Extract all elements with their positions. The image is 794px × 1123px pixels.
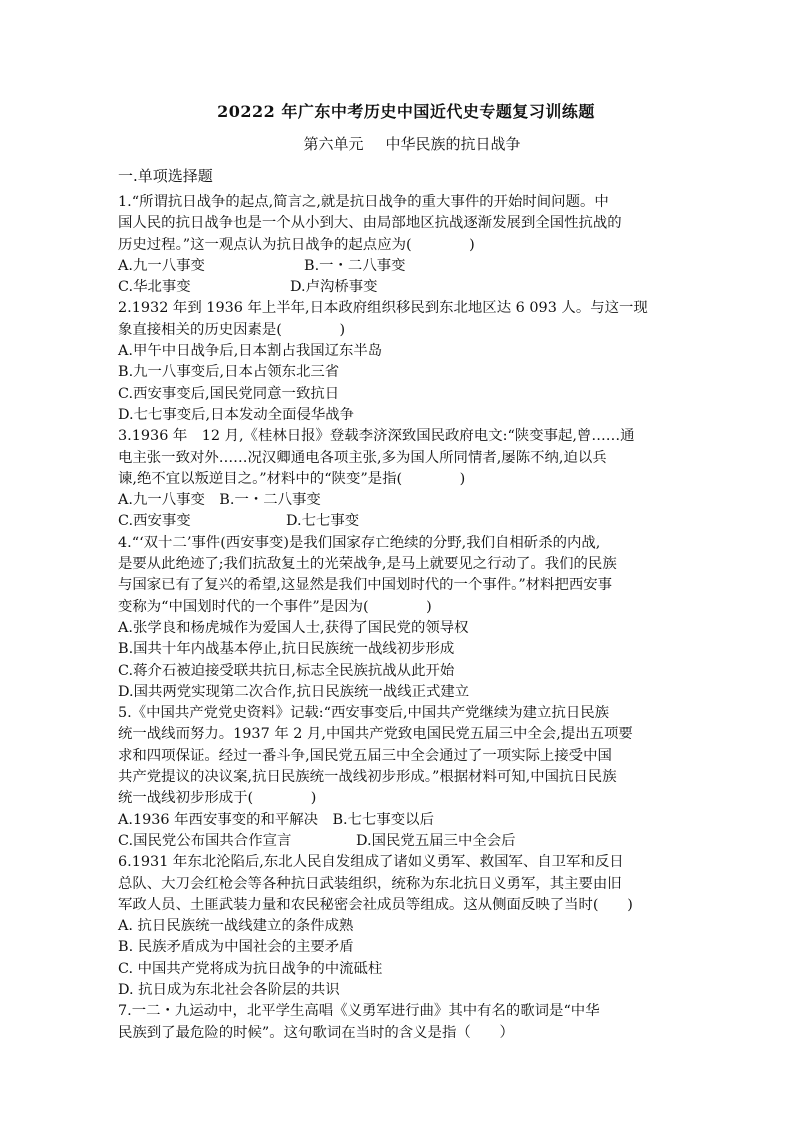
q5-stem-line-4: 共产党提议的决议案,抗日民族统一战线初步形成。”根据材料可知,中国抗日民族 <box>118 769 617 786</box>
unit-heading <box>0 133 794 154</box>
q1-options-row-1 <box>118 256 678 277</box>
q2-option-b: B.九一八事变后,日本占领东北三省 <box>118 364 340 381</box>
q2-option-d: D.七七事变后,日本发动全面侵华战争 <box>118 406 355 423</box>
section-heading: 一.单项选择题 <box>118 167 213 185</box>
q1-option-c: C.华北事变 <box>118 279 191 296</box>
q3-stem-line-3: 谏,绝不宜以叛逆目之。”材料中的“陕变”是指( ) <box>118 470 466 487</box>
q1-option-b: B.一・二八事变 <box>304 257 406 274</box>
q3-stem-line-2: 电主张一致对外……况汉卿通电各项主张,多为国人所同情者,屡陈不纳,迫以兵 <box>118 449 607 466</box>
q3-stem-line-1: 3.1936 年 12 月,《桂林日报》登载李济深致国民政府电文:“陕变事起,曾……通 <box>118 428 635 445</box>
q1-stem-line-2: 国人民的抗日战争也是一个从小到大、由局部地区抗战逐渐发展到全国性抗战的 <box>118 215 622 232</box>
q1-option-d: D.卢沟桥事变 <box>290 279 378 296</box>
q5-stem-line-3: 求和四项保证。经过一番斗争,国民党五届三中全会通过了一项实际上接受中国 <box>118 747 612 764</box>
q2-option-c: C.西安事变后,国民党同意一致抗日 <box>118 385 340 402</box>
q5-option-d: D.国民党五届三中全会后 <box>356 832 516 849</box>
q2-stem-line-1: 2.1932 年到 1936 年上半年,日本政府组织移民到东北地区达 6 093 人。与这一现 <box>118 300 648 317</box>
q5-stem-line-1: 5.《中国共产党党史资料》记载:“西安事变后,中国共产党继续为建立抗日民族 <box>118 705 610 722</box>
q4-option-d: D.国共两党实现第二次合作,抗日民族统一战线正式建立 <box>118 683 470 700</box>
q4-option-a: A.张学良和杨虎城作为爱国人士,获得了国民党的领导权 <box>118 619 469 636</box>
q6-stem-line-1: 6.1931 年东北沦陷后,东北人民自发组成了诸如义勇军、救国军、自卫军和反日 <box>118 854 624 871</box>
question-list <box>118 192 678 1044</box>
q1-stem-line-1: 1.“所谓抗日战争的起点,简言之,就是抗日战争的重大事件的开始时间问题。中 <box>118 194 609 210</box>
q5-stem-line-5: 统一战线初步形成于( ) <box>118 790 317 807</box>
q6-option-c: C. 中国共产党将成为抗日战争的中流砥柱 <box>118 960 383 977</box>
q4-stem-line-4: 变称为“中国划时代的一个事件”是因为( ) <box>118 598 432 615</box>
q1-options-row-2 <box>118 277 678 298</box>
q5-options-row-2 <box>118 831 678 852</box>
q4-stem-line-1: 4.“‘双十二’事件(西安事变)是我们国家存亡绝续的分野,我们自相斫杀的内战, <box>118 534 601 551</box>
q3-option-c: C.西安事变 <box>118 513 191 530</box>
q2-stem-line-2: 象直接相关的历史因素是( ) <box>118 321 346 338</box>
q5-stem-line-2: 统一战线而努力。1937 年 2 月,中国共产党致电国民党五届三中全会,提出五项要 <box>118 726 633 743</box>
q3-option-d: D.七七事变 <box>286 513 360 530</box>
q6-option-b: B. 民族矛盾成为中国社会的主要矛盾 <box>118 939 354 956</box>
q3-options-row-2 <box>118 511 678 532</box>
q6-option-d: D. 抗日成为东北社会各阶层的共识 <box>118 981 340 998</box>
q1-option-a: A.九一八事变 <box>118 257 205 274</box>
q5-options-row-1: A.1936 年西安事变的和平解决 B.七七事变以后 <box>118 811 434 828</box>
q7-stem-line-2: 民族到了最危险的时候”。这句歌词在当时的含义是指（ ） <box>118 1024 514 1041</box>
q6-option-a: A. 抗日民族统一战线建立的条件成熟 <box>118 918 354 935</box>
q3-options-row-1: A.九一八事变 B.一・二八事变 <box>118 492 321 509</box>
q6-stem-line-3: 军政人员、土匪武装力量和农民秘密会社成员等组成。这从侧面反映了当时( ) <box>118 896 633 913</box>
q4-stem-line-2: 是要从此绝迹了;我们抗敌复土的光荣战争,是马上就要见之行动了。我们的民族 <box>118 556 617 573</box>
q1-stem-line-3: 历史过程。”这一观点认为抗日战争的起点应为( ) <box>118 236 475 253</box>
q2-option-a: A.甲午中日战争后,日本割占我国辽东半岛 <box>118 343 383 360</box>
unit-topic: 中华民族的抗日战争 <box>385 135 521 153</box>
q6-stem-line-2: 总队、大刀会红枪会等各种抗日武装组织，统称为东北抗日义勇军，其主要由旧 <box>118 875 622 892</box>
q4-stem-line-3: 与国家已有了复兴的希望,这显然是我们中国划时代的一个事件。”材料把西安事 <box>118 577 613 594</box>
q4-option-c: C.蒋介石被迫接受联共抗日,标志全民族抗战从此开始 <box>118 662 455 679</box>
unit-label: 第六单元 <box>303 135 364 153</box>
page-title: 20222 年广东中考历史中国近代史专题复习训练题 <box>217 102 595 121</box>
q4-option-b: B.国共十年内战基本停止,抗日民族统一战线初步形成 <box>118 641 455 658</box>
q5-option-c: C.国民党公布国共合作宣言 <box>118 832 292 849</box>
q7-stem-line-1: 7.一二・九运动中，北平学生高唱《义勇军进行曲》其中有名的歌词是“中华 <box>118 1003 600 1020</box>
